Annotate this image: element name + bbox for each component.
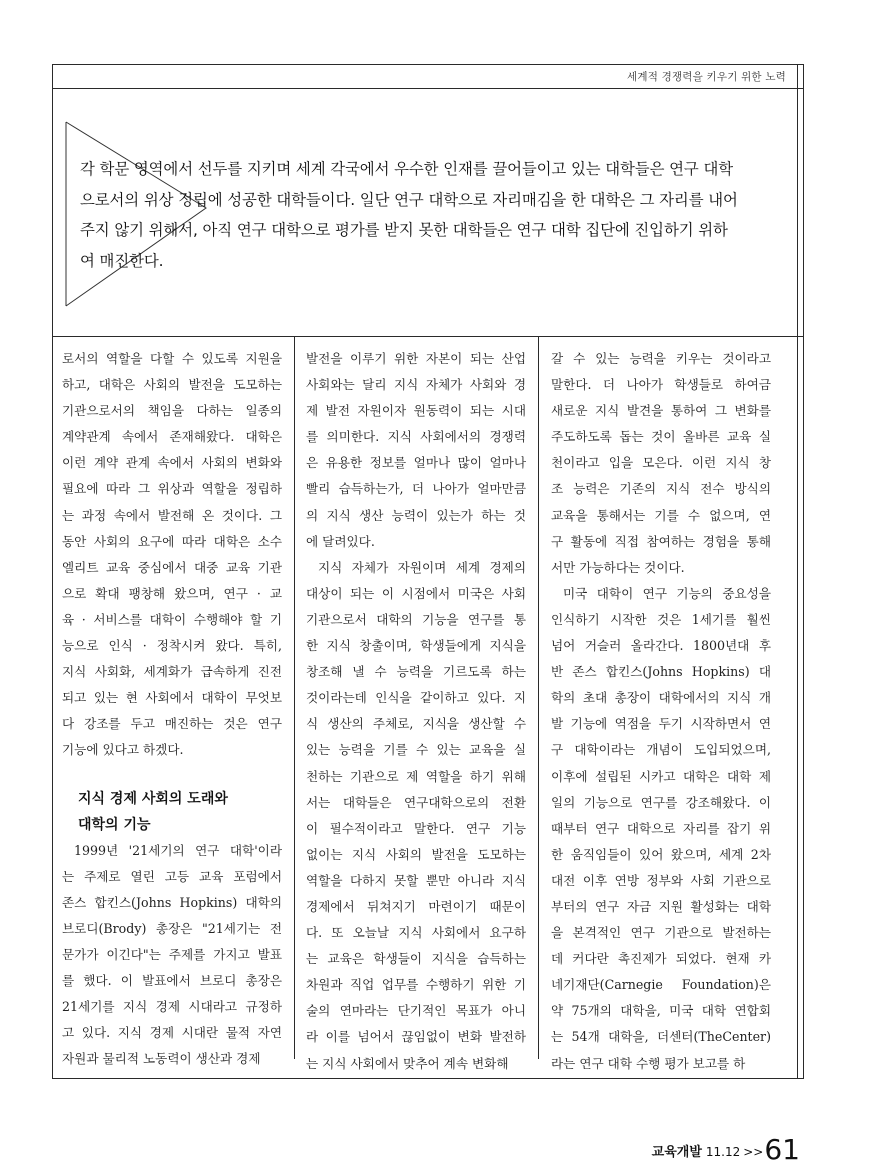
text-line: 브로디(Brody) 총장은 "21세기는 전 bbox=[62, 920, 282, 936]
text-line: 1999년 '21세기의 연구 대학'이라 bbox=[74, 842, 282, 858]
text-line: 서는 대학들은 연구대학으로의 전환 bbox=[306, 794, 526, 810]
text-line: 를 의미한다. 지식 사회에서의 경쟁력 bbox=[306, 429, 526, 445]
section-heading: 대학의 기능 bbox=[78, 816, 151, 833]
text-line: 역할을 다하지 못할 뿐만 아니라 지식 bbox=[306, 872, 526, 888]
text-line: 문가가 이긴다"는 주제를 가지고 발표 bbox=[62, 946, 282, 962]
text-line: 자원과 물리적 노동력이 생산과 경제 bbox=[62, 1051, 261, 1067]
text-line: 서만 가능하다는 것이다. bbox=[551, 559, 685, 575]
text-line: 일의 기능으로 연구를 강조해왔다. 이 bbox=[551, 794, 771, 810]
text-line: 천이라고 입을 모은다. 이런 지식 창 bbox=[551, 455, 771, 471]
text-line: 구 활동에 직접 참여하는 경험을 통해 bbox=[551, 533, 771, 549]
text-line: 필요에 따라 그 위상과 역할을 정립하 bbox=[62, 481, 282, 497]
text-line: 되고 있는 현 사회에서 대학이 무엇보 bbox=[62, 690, 282, 706]
text-line: 를 했다. 이 발표에서 브로디 총장은 bbox=[62, 972, 282, 988]
text-line: 기관으로서의 책임을 다하는 일종의 bbox=[62, 403, 282, 419]
text-line: 말한다. 더 나아가 학생들로 하여금 bbox=[551, 377, 771, 393]
text-line: 존스 합킨스(Johns Hopkins) 대학의 bbox=[62, 894, 282, 910]
text-line: 는 54개 대학을, 더센터(TheCenter) bbox=[551, 1029, 771, 1045]
text-line: 조 능력은 기존의 지식 전수 방식의 bbox=[551, 481, 771, 497]
text-line: 갈 수 있는 능력을 키우는 것이라고 bbox=[551, 351, 771, 366]
text-line: 식 생산의 주체로, 지식을 생산할 수 bbox=[306, 716, 526, 732]
text-line: 때부터 연구 대학으로 자리를 잡기 위 bbox=[551, 820, 771, 836]
text-line: 경제에서 뒤쳐지기 마련이기 때문이 bbox=[306, 898, 526, 914]
body-column-2 bbox=[306, 346, 526, 1077]
text-line: 넘어 거슬러 올라간다. 1800년대 후 bbox=[551, 638, 771, 654]
text-line: 교육을 통해서는 기를 수 없으며, 연 bbox=[551, 507, 771, 523]
text-line: 한 지식 창출이며, 학생들에게 지식을 bbox=[306, 638, 526, 654]
text-line: 라는 연구 대학 수행 평가 보고를 하 bbox=[551, 1055, 746, 1071]
pull-quote-line: 주지 않기 위해서, 아직 연구 대학으로 평가를 받지 못한 대학들은 연구 대학 집단에 진입하기 위하 bbox=[80, 221, 728, 239]
text-line: 네기재단(Carnegie Foundation)은 bbox=[551, 977, 771, 993]
text-line: 능으로 인식 · 정착시켜 왔다. 특히, bbox=[62, 638, 282, 654]
text-line: 반 존스 합킨스(Johns Hopkins) 대 bbox=[551, 664, 771, 680]
footer-arrows: >> bbox=[743, 1145, 764, 1159]
section-gap bbox=[62, 764, 282, 786]
text-line: 발 기능에 역점을 두기 시작하면서 연 bbox=[551, 716, 771, 732]
text-line: 계약관계 속에서 존재해왔다. 대학은 bbox=[62, 429, 282, 445]
text-line: 주도하도록 돕는 것이 올바른 교육 실 bbox=[551, 429, 771, 445]
text-line: 기관으로서 대학의 기능을 연구를 통 bbox=[306, 611, 526, 627]
text-line: 에 달려있다. bbox=[306, 533, 375, 549]
text-line: 는 교육은 학생들이 지식을 습득하는 bbox=[306, 951, 526, 967]
text-line: 육 · 서비스를 대학이 수행해야 할 기 bbox=[62, 611, 282, 627]
text-line: 다. 또 오늘날 지식 사회에서 요구하 bbox=[306, 925, 526, 941]
pull-quote-line: 으로서의 위상 정립에 성공한 대학들이다. 일단 연구 대학으로 자리매김을 한 대학은 그 자리를 내어 bbox=[80, 190, 738, 209]
text-line: 으로 확대 팽창해 왔으며, 연구 · 교 bbox=[62, 585, 282, 601]
text-line: 대전 이후 연방 정부와 사회 기관으로 bbox=[551, 872, 771, 888]
text-line: 로서의 역할을 다할 수 있도록 지원을 bbox=[62, 351, 282, 366]
text-line: 천하는 기관으로 제 역할을 하기 위해 bbox=[306, 768, 526, 784]
text-line: 대상이 되는 이 시점에서 미국은 사회 bbox=[306, 585, 526, 601]
text-line: 기능에 있다고 하겠다. bbox=[62, 742, 184, 758]
page-number: 61 bbox=[764, 1133, 800, 1166]
text-line: 술의 연마라는 단기적인 목표가 아니 bbox=[306, 1003, 526, 1019]
section-heading: 지식 경제 사회의 도래와 bbox=[78, 790, 228, 807]
text-line: 엘리트 교육 중심에서 대중 교육 기관 bbox=[62, 559, 282, 575]
text-line: 창조해 낼 수 능력을 기르도록 하는 bbox=[306, 664, 526, 680]
pull-quote bbox=[58, 94, 794, 334]
text-line: 사회와는 달리 지식 자체가 사회와 경 bbox=[306, 377, 526, 393]
page-footer bbox=[651, 1130, 800, 1166]
text-line: 는 주제로 열린 고등 교육 포럼에서 bbox=[62, 868, 282, 884]
text-line: 라 이를 넘어서 끊임없이 변화 발전하 bbox=[306, 1029, 526, 1045]
text-line: 차원과 직업 업무를 수행하기 위한 기 bbox=[306, 977, 526, 993]
text-line: 것이라는데 인식을 같이하고 있다. 지 bbox=[306, 690, 526, 706]
text-line: 발전을 이루기 위한 자본이 되는 산업 bbox=[306, 351, 526, 366]
column-divider bbox=[538, 337, 539, 1059]
running-title: 세계적 경쟁력을 키우기 위한 노력 bbox=[627, 71, 786, 83]
text-line: 지식 자체가 자원이며 세계 경제의 bbox=[318, 559, 526, 575]
text-line: 제 발전 자원이자 원동력이 되는 시대 bbox=[306, 403, 526, 419]
text-line: 한 움직임들이 있어 왔으며, 세계 2차 bbox=[551, 846, 771, 862]
body-column-3 bbox=[551, 346, 771, 1077]
text-line: 부터의 연구 자금 지원 활성화는 대학 bbox=[551, 898, 771, 914]
text-line: 동안 사회의 요구에 따라 대학은 소수 bbox=[62, 533, 282, 549]
column-divider bbox=[294, 337, 295, 1059]
text-line: 는 지식 사회에서 맞추어 계속 변화해 bbox=[306, 1055, 509, 1071]
text-line: 이런 계약 관계 속에서 사회의 변화와 bbox=[62, 455, 282, 471]
pull-quote-text bbox=[80, 154, 780, 276]
text-line: 이후에 설립된 시카고 대학은 대학 제 bbox=[551, 768, 771, 784]
text-line: 없이는 지식 사회의 발전을 도모하는 bbox=[306, 846, 526, 862]
text-line: 학의 초대 총장이 대학에서의 지식 개 bbox=[551, 690, 771, 706]
body-column-1 bbox=[62, 346, 282, 1072]
header-rule bbox=[52, 88, 804, 89]
magazine-name: 교육개발 bbox=[651, 1145, 702, 1160]
text-line: 데 커다란 촉진제가 되었다. 현재 카 bbox=[551, 951, 771, 967]
text-line: 있는 능력을 기를 수 있는 교육을 실 bbox=[306, 742, 526, 758]
text-line: 을 본격적인 연구 기관으로 발전하는 bbox=[551, 925, 771, 941]
text-line: 지식 사회화, 세계화가 급속하게 진전 bbox=[62, 664, 282, 680]
issue-number: 11.12 bbox=[705, 1145, 741, 1159]
text-line: 하고, 대학은 사회의 발전을 도모하는 bbox=[62, 377, 282, 393]
text-line: 는 과정 속에서 발전해 온 것이다. 그 bbox=[62, 507, 282, 523]
text-line: 고 있다. 지식 경제 시대란 물적 자연 bbox=[62, 1025, 282, 1041]
text-line: 구 대학이라는 개념이 도입되었으며, bbox=[551, 742, 771, 758]
text-line: 21세기를 지식 경제 시대라고 규정하 bbox=[62, 999, 282, 1015]
text-line: 빨리 습득하는가, 더 나아가 얼마만큼 bbox=[306, 481, 526, 497]
text-line: 새로운 지식 발견을 통하여 그 변화를 bbox=[551, 403, 771, 419]
text-line: 이 필수적이라고 말한다. 연구 기능 bbox=[306, 820, 526, 836]
text-line: 미국 대학이 연구 기능의 중요성을 bbox=[563, 585, 771, 601]
text-line: 다 강조를 두고 매진하는 것은 연구 bbox=[62, 716, 282, 732]
text-line: 은 유용한 정보를 얼마나 많이 얼마나 bbox=[306, 455, 526, 471]
text-line: 의 지식 생산 능력이 있는가 하는 것 bbox=[306, 507, 526, 523]
text-line: 인식하기 시작한 것은 1세기를 훨씬 bbox=[551, 611, 771, 627]
text-line: 약 75개의 대학을, 미국 대학 연합회 bbox=[551, 1003, 771, 1019]
pull-quote-rule bbox=[52, 336, 804, 337]
pull-quote-line: 각 학문 영역에서 선두를 지키며 세계 각국에서 우수한 인재를 끌어들이고 있는 대학들은 연구 대학 bbox=[80, 160, 733, 178]
pull-quote-line: 여 매진한다. bbox=[80, 251, 164, 270]
